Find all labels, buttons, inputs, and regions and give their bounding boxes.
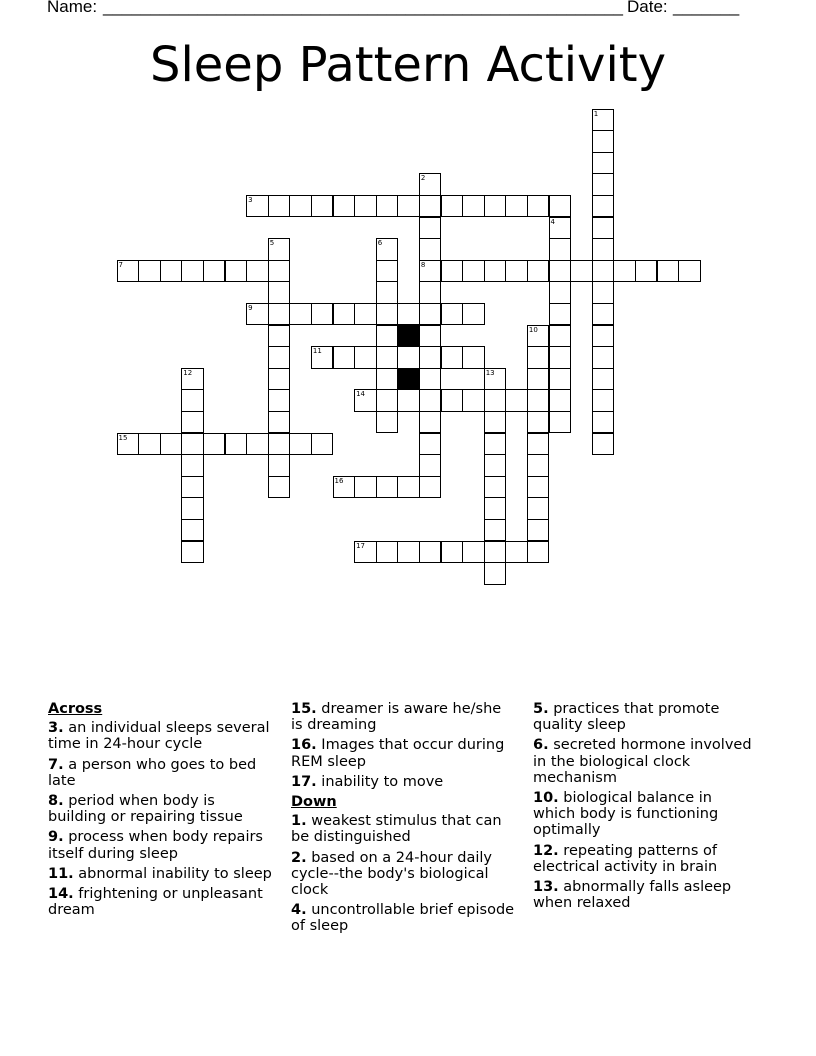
- grid-cell[interactable]: [592, 217, 615, 240]
- grid-cell[interactable]: [484, 433, 507, 456]
- grid-cell[interactable]: [354, 346, 377, 369]
- clue-text: based on a 24-hour daily cycle--the body's biological clock: [291, 849, 492, 899]
- grid-cell[interactable]: [397, 389, 420, 412]
- grid-cell[interactable]: [613, 260, 636, 283]
- clue-number: 4.: [291, 902, 307, 919]
- cell-number: 6: [377, 239, 383, 248]
- clue-number: 13.: [533, 879, 559, 896]
- clue-item: [533, 843, 758, 875]
- grid-cell[interactable]: [484, 389, 507, 412]
- cell-number: 16: [334, 476, 344, 485]
- grid-cell[interactable]: [181, 476, 204, 499]
- grid-cell[interactable]: [419, 433, 442, 456]
- grid-cell[interactable]: [484, 476, 507, 499]
- cell-number: 10: [528, 325, 538, 334]
- grid-cell[interactable]: [592, 238, 615, 261]
- grid-cell[interactable]: [592, 260, 615, 283]
- grid-cell[interactable]: [592, 130, 615, 153]
- grid-cell[interactable]: [203, 260, 226, 283]
- grid-cell[interactable]: [549, 325, 572, 348]
- clue-item: [48, 793, 273, 825]
- grid-cell[interactable]: [592, 411, 615, 434]
- grid-cell[interactable]: [441, 389, 464, 412]
- grid-cell[interactable]: [441, 260, 464, 283]
- grid-cell[interactable]: [376, 368, 399, 391]
- clue-text: a person who goes to bed late: [48, 756, 257, 789]
- grid-cell[interactable]: [181, 454, 204, 477]
- grid-cell[interactable]: [592, 195, 615, 218]
- clue-item: [291, 774, 516, 790]
- grid-cell[interactable]: [484, 411, 507, 434]
- grid-cell[interactable]: [181, 541, 204, 564]
- cell-number: 15: [118, 433, 128, 442]
- grid-cell[interactable]: [549, 238, 572, 261]
- clue-text: inability to move: [321, 773, 444, 790]
- clue-number: 8.: [48, 793, 64, 810]
- grid-cell[interactable]: [527, 260, 550, 283]
- grid-cell[interactable]: [138, 433, 161, 456]
- grid-cell[interactable]: [160, 260, 183, 283]
- cell-number: 2: [420, 174, 426, 183]
- grid-cell[interactable]: [527, 541, 550, 564]
- clue-item: [48, 829, 273, 861]
- grid-cell[interactable]: [333, 303, 356, 326]
- across-heading: Across: [48, 701, 103, 717]
- clue-number: 17.: [291, 773, 317, 790]
- grid-cell[interactable]: [376, 541, 399, 564]
- grid-cell[interactable]: [527, 476, 550, 499]
- grid-cell[interactable]: [419, 368, 442, 391]
- clue-number: 12.: [533, 842, 559, 859]
- grid-cell[interactable]: [311, 195, 334, 218]
- clue-number: 15.: [291, 701, 317, 717]
- clue-item: [48, 866, 273, 882]
- grid-cell[interactable]: [549, 411, 572, 434]
- grid-cell[interactable]: [527, 519, 550, 542]
- grid-cell[interactable]: [268, 281, 291, 304]
- clue-number: 10.: [533, 790, 559, 807]
- clue-text: Images that occur during REM sleep: [291, 737, 505, 770]
- clue-text: practices that promote quality sleep: [533, 701, 720, 734]
- grid-cell[interactable]: [549, 195, 572, 218]
- clue-item: [291, 737, 516, 769]
- grid-cell[interactable]: [549, 346, 572, 369]
- grid-cell[interactable]: [246, 260, 269, 283]
- clue-item: [533, 701, 758, 733]
- clue-number: 9.: [48, 829, 64, 846]
- grid-cell[interactable]: [527, 454, 550, 477]
- grid-cell[interactable]: [419, 303, 442, 326]
- clue-text: repeating patterns of electrical activity in brain: [533, 842, 718, 875]
- clue-item: [291, 813, 516, 845]
- grid-cell[interactable]: [484, 195, 507, 218]
- grid-cell[interactable]: [354, 303, 377, 326]
- clue-text: secreted hormone involved in the biological clock mechanism: [533, 737, 752, 786]
- clue-item: [533, 737, 758, 786]
- cell-number: 13: [485, 368, 495, 377]
- grid-cell[interactable]: [592, 173, 615, 196]
- grid-cell[interactable]: [419, 389, 442, 412]
- clues-column-2: [291, 701, 516, 939]
- grid-cell[interactable]: [462, 260, 485, 283]
- grid-cell[interactable]: [549, 303, 572, 326]
- clue-text: period when body is building or repairing tissue: [48, 793, 243, 826]
- grid-cell[interactable]: [268, 303, 291, 326]
- clue-number: 14.: [48, 886, 74, 903]
- clue-item: [48, 886, 273, 918]
- grid-cell[interactable]: [225, 260, 248, 283]
- grid-cell[interactable]: [181, 411, 204, 434]
- clue-text: weakest stimulus that can be distinguished: [291, 813, 502, 846]
- grid-cell[interactable]: [376, 260, 399, 283]
- grid-cell[interactable]: [441, 346, 464, 369]
- grid-cell[interactable]: [376, 346, 399, 369]
- clue-text: abnormal inability to sleep: [78, 865, 272, 882]
- grid-cell[interactable]: [419, 411, 442, 434]
- grid-cell[interactable]: [268, 325, 291, 348]
- name-field[interactable]: _______________________________________________________: [103, 0, 624, 16]
- cell-number: 5: [269, 239, 275, 248]
- grid-cell[interactable]: [505, 260, 528, 283]
- grid-cell[interactable]: [505, 195, 528, 218]
- grid-cell[interactable]: [376, 303, 399, 326]
- date-label: Date:: [627, 0, 668, 16]
- grid-block: [397, 368, 420, 391]
- clue-item: [533, 879, 758, 911]
- grid-cell[interactable]: [311, 303, 334, 326]
- grid-cell[interactable]: [441, 195, 464, 218]
- grid-cell[interactable]: [376, 476, 399, 499]
- cell-number: 14: [356, 390, 366, 399]
- grid-cell[interactable]: [462, 346, 485, 369]
- grid-cell[interactable]: [527, 411, 550, 434]
- grid-cell[interactable]: [592, 433, 615, 456]
- grid-cell[interactable]: [592, 346, 615, 369]
- clue-number: 11.: [48, 865, 74, 882]
- grid-cell[interactable]: [181, 497, 204, 520]
- grid-cell[interactable]: [505, 389, 528, 412]
- grid-cell[interactable]: [268, 195, 291, 218]
- grid-cell[interactable]: [419, 325, 442, 348]
- grid-cell[interactable]: [462, 303, 485, 326]
- grid-cell[interactable]: [289, 303, 312, 326]
- grid-cell[interactable]: [376, 281, 399, 304]
- grid-cell[interactable]: [549, 260, 572, 283]
- grid-cell[interactable]: [268, 454, 291, 477]
- grid-cell[interactable]: [592, 325, 615, 348]
- clue-number: 7.: [48, 756, 64, 773]
- clue-item: [48, 720, 273, 752]
- grid-cell[interactable]: [268, 260, 291, 283]
- grid-cell[interactable]: [181, 433, 204, 456]
- grid-cell[interactable]: [592, 152, 615, 175]
- grid-cell[interactable]: [289, 433, 312, 456]
- grid-cell[interactable]: [549, 389, 572, 412]
- grid-block: [397, 325, 420, 348]
- grid-cell[interactable]: [441, 303, 464, 326]
- down-heading: Down: [291, 794, 337, 811]
- grid-cell[interactable]: [376, 325, 399, 348]
- grid-cell[interactable]: [635, 260, 658, 283]
- grid-cell[interactable]: [592, 389, 615, 412]
- grid-cell[interactable]: [484, 541, 507, 564]
- grid-cell[interactable]: [657, 260, 680, 283]
- clue-text: process when body repairs itself during sleep: [48, 829, 263, 862]
- grid-cell[interactable]: [376, 389, 399, 412]
- grid-cell[interactable]: [333, 346, 356, 369]
- grid-cell[interactable]: [397, 346, 420, 369]
- grid-cell[interactable]: [527, 433, 550, 456]
- grid-cell[interactable]: [419, 217, 442, 240]
- clue-text: an individual sleeps several time in 24-hour cycle: [48, 720, 270, 753]
- grid-cell[interactable]: [419, 454, 442, 477]
- grid-cell[interactable]: [268, 389, 291, 412]
- page-title: Sleep Pattern Activity: [149, 37, 667, 93]
- cell-number: 1: [593, 109, 599, 118]
- grid-cell[interactable]: [549, 281, 572, 304]
- clue-number: 3.: [48, 720, 64, 737]
- clue-item: [533, 790, 758, 839]
- grid-cell[interactable]: [462, 389, 485, 412]
- grid-cell[interactable]: [376, 411, 399, 434]
- grid-cell[interactable]: [354, 476, 377, 499]
- clue-item: [291, 902, 516, 934]
- clue-number: 2.: [291, 849, 307, 866]
- grid-cell[interactable]: [181, 519, 204, 542]
- grid-cell[interactable]: [225, 433, 248, 456]
- grid-cell[interactable]: [527, 389, 550, 412]
- grid-cell[interactable]: [462, 541, 485, 564]
- grid-cell[interactable]: [181, 389, 204, 412]
- grid-cell[interactable]: [268, 346, 291, 369]
- grid-cell[interactable]: [592, 281, 615, 304]
- clues-column-1: [48, 701, 273, 922]
- name-label: Name:: [47, 0, 98, 16]
- grid-cell[interactable]: [138, 260, 161, 283]
- clue-item: [48, 757, 273, 789]
- grid-cell[interactable]: [354, 195, 377, 218]
- grid-cell[interactable]: [678, 260, 701, 283]
- grid-cell[interactable]: [181, 260, 204, 283]
- grid-cell[interactable]: [160, 433, 183, 456]
- cell-number: 9: [248, 303, 253, 312]
- grid-cell[interactable]: [527, 368, 550, 391]
- grid-cell[interactable]: [333, 195, 356, 218]
- clue-text: frightening or unpleasant dream: [48, 886, 263, 919]
- grid-cell[interactable]: [419, 346, 442, 369]
- grid-cell[interactable]: [419, 281, 442, 304]
- grid-cell[interactable]: [484, 260, 507, 283]
- grid-cell[interactable]: [246, 433, 269, 456]
- grid-cell[interactable]: [505, 541, 528, 564]
- clue-text: biological balance in which body is functioning optimally: [533, 790, 719, 839]
- grid-cell[interactable]: [484, 497, 507, 520]
- clue-number: 5.: [533, 701, 549, 717]
- grid-cell[interactable]: [397, 541, 420, 564]
- cell-number: 11: [312, 347, 322, 356]
- grid-cell[interactable]: [203, 433, 226, 456]
- grid-cell[interactable]: [527, 346, 550, 369]
- cell-number: 12: [183, 368, 193, 377]
- grid-cell[interactable]: [419, 195, 442, 218]
- grid-cell[interactable]: [527, 497, 550, 520]
- clue-number: 1.: [291, 813, 307, 830]
- grid-cell[interactable]: [311, 433, 334, 456]
- grid-cell[interactable]: [397, 303, 420, 326]
- cell-number: 8: [420, 260, 426, 269]
- clue-item: [291, 701, 516, 733]
- grid-cell[interactable]: [419, 476, 442, 499]
- grid-cell[interactable]: [397, 195, 420, 218]
- grid-cell[interactable]: [397, 476, 420, 499]
- clues-column-3: [533, 701, 758, 915]
- cell-number: 17: [356, 541, 366, 550]
- grid-cell[interactable]: [268, 433, 291, 456]
- cell-number: 3: [248, 195, 253, 204]
- grid-cell[interactable]: [441, 541, 464, 564]
- clue-item: [291, 850, 516, 899]
- date-field[interactable]: _______: [673, 0, 740, 16]
- grid-cell[interactable]: [484, 562, 507, 585]
- grid-cell[interactable]: [419, 541, 442, 564]
- grid-cell[interactable]: [527, 195, 550, 218]
- cell-number: 7: [118, 260, 123, 269]
- grid-cell[interactable]: [592, 368, 615, 391]
- grid-cell[interactable]: [462, 195, 485, 218]
- grid-cell[interactable]: [570, 260, 593, 283]
- clue-number: 16.: [291, 737, 317, 754]
- grid-cell[interactable]: [484, 519, 507, 542]
- grid-cell[interactable]: [268, 368, 291, 391]
- grid-cell[interactable]: [592, 303, 615, 326]
- clue-text: dreamer is aware he/she is dreaming: [291, 701, 502, 734]
- grid-cell[interactable]: [268, 476, 291, 499]
- grid-cell[interactable]: [268, 411, 291, 434]
- grid-cell[interactable]: [376, 195, 399, 218]
- clue-text: uncontrollable brief episode of sleep: [291, 902, 515, 935]
- grid-cell[interactable]: [549, 368, 572, 391]
- grid-cell[interactable]: [419, 238, 442, 261]
- grid-cell[interactable]: [484, 454, 507, 477]
- clue-number: 6.: [533, 737, 549, 754]
- grid-cell[interactable]: [289, 195, 312, 218]
- clue-text: abnormally falls asleep when relaxed: [533, 879, 732, 912]
- cell-number: 4: [550, 217, 555, 226]
